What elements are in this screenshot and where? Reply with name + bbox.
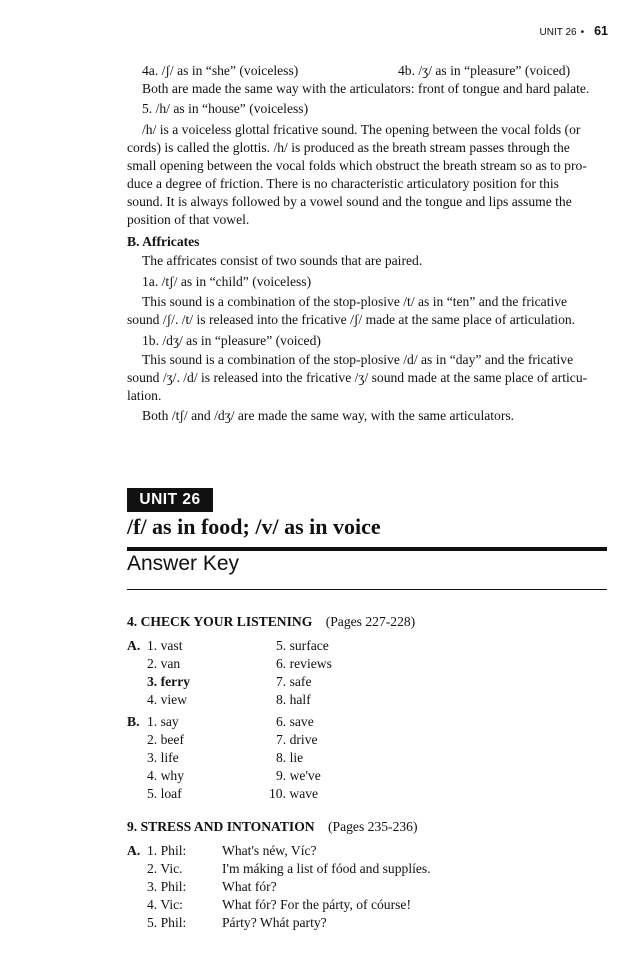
- answer-item: 3. life: [147, 750, 179, 765]
- unit-badge: UNIT 26: [127, 488, 213, 512]
- section-9-pages: (Pages 235-236): [328, 819, 418, 834]
- paragraph-line: lation.: [127, 388, 162, 403]
- answer-item: 5. surface: [276, 638, 329, 653]
- paragraph-line: small opening between the vocal folds which obstruct the breath stream so as to pro-: [127, 158, 587, 173]
- affricates-heading: B. Affricates: [127, 234, 200, 249]
- answer-item: 5. loaf: [147, 786, 182, 801]
- answer-item: 7. safe: [276, 674, 312, 689]
- paragraph-line: position of that vowel.: [127, 212, 250, 227]
- answer-item: 10. wave: [269, 786, 319, 801]
- speaker-label: 1. Phil:: [147, 843, 187, 858]
- dialogue-line: What fór?: [222, 879, 277, 894]
- part-b-label: B.: [127, 714, 140, 729]
- answer-item: 6. reviews: [276, 656, 332, 671]
- answer-key-title: Answer Key: [127, 552, 240, 575]
- dialogue-line: What's néw, Víc?: [222, 843, 317, 858]
- paragraph-line: sound /ʒ/. /d/ is released into the fricative /ʒ/ sound made at the same place of articu-: [127, 370, 588, 385]
- answer-item: 9. we've: [276, 768, 321, 783]
- answer-item: 6. save: [276, 714, 314, 729]
- part-a-label: A.: [127, 638, 141, 653]
- header-separator: •: [580, 27, 585, 38]
- section-9-title: 9. STRESS AND INTONATION: [127, 819, 315, 834]
- paragraph-line: duce a degree of friction. There is no characteristic articulatory position for this: [127, 176, 559, 191]
- unit-title: /f/ as in food; /v/ as in voice: [127, 514, 381, 539]
- sound-4-note: Both are made the same way with the articulators: front of tongue and hard palate.: [142, 81, 590, 96]
- section-4-heading: [127, 614, 415, 630]
- section-9-heading: [127, 819, 418, 835]
- answer-item: 2. beef: [147, 732, 184, 747]
- section-4-title: 4. CHECK YOUR LISTENING: [127, 614, 313, 629]
- paragraph-line: sound /ʃ/. /t/ is released into the fricative /ʃ/ made at the same place of articulation.: [127, 312, 576, 327]
- affricates-intro: The affricates consist of two sounds that are paired.: [142, 253, 423, 268]
- sound-4a-heading: 4a. /ʃ/ as in “she” (voiceless): [142, 63, 299, 78]
- affricate-1b-heading: 1b. /dʒ/ as in “pleasure” (voiced): [142, 333, 321, 348]
- answer-item: 8. lie: [276, 750, 304, 765]
- speaker-label: 3. Phil:: [147, 879, 187, 894]
- heading-rule: [127, 547, 607, 551]
- running-header: [540, 24, 608, 38]
- header-unit: UNIT 26: [539, 27, 577, 38]
- speaker-label: 4. Vic:: [147, 897, 183, 912]
- page-number: 61: [594, 24, 608, 38]
- paragraph-line: cords) is called the glottis. /h/ is produced as the breath stream passes through the: [127, 140, 570, 155]
- answer-item: 7. drive: [276, 732, 318, 747]
- section-4-pages: (Pages 227-228): [325, 614, 416, 629]
- paragraph-line: This sound is a combination of the stop-plosive /d/ as in “day” and the fricative: [142, 352, 574, 367]
- paragraph-line: This sound is a combination of the stop-plosive /t/ as in “ten” and the fricative: [142, 294, 568, 309]
- answer-item: 4. why: [147, 768, 185, 783]
- answer-item: 1. vast: [147, 638, 183, 653]
- dialogue-line: I'm máking a list of fóod and supplíes.: [222, 861, 431, 876]
- answer-item: 3. ferry: [147, 674, 191, 689]
- answer-item: 8. half: [276, 692, 311, 707]
- paragraph-line: /h/ is a voiceless glottal fricative sound. The opening between the vocal folds (or: [142, 122, 581, 137]
- paragraph-line: sound. It is always followed by a vowel sound and the tongue and lips assume the: [127, 194, 572, 209]
- answer-item: 2. van: [147, 656, 181, 671]
- answer-item: 1. say: [147, 714, 179, 729]
- divider: [127, 589, 607, 590]
- part-a-label: A.: [127, 843, 141, 858]
- affricate-1a-heading: 1a. /tʃ/ as in “child” (voiceless): [142, 274, 312, 289]
- dialogue-line: What fór? For the párty, of cóurse!: [222, 897, 411, 912]
- speaker-label: 2. Vic.: [147, 861, 183, 876]
- sound-5-heading: 5. /h/ as in “house” (voiceless): [142, 101, 309, 116]
- answer-item: 4. view: [147, 692, 188, 707]
- speaker-label: 5. Phil:: [147, 915, 187, 930]
- sound-4b-heading: 4b. /ʒ/ as in “pleasure” (voiced): [398, 63, 571, 78]
- affricates-summary: Both /tʃ/ and /dʒ/ are made the same way, with the same articulators.: [142, 408, 515, 423]
- dialogue-line: Párty? Whát party?: [222, 915, 327, 930]
